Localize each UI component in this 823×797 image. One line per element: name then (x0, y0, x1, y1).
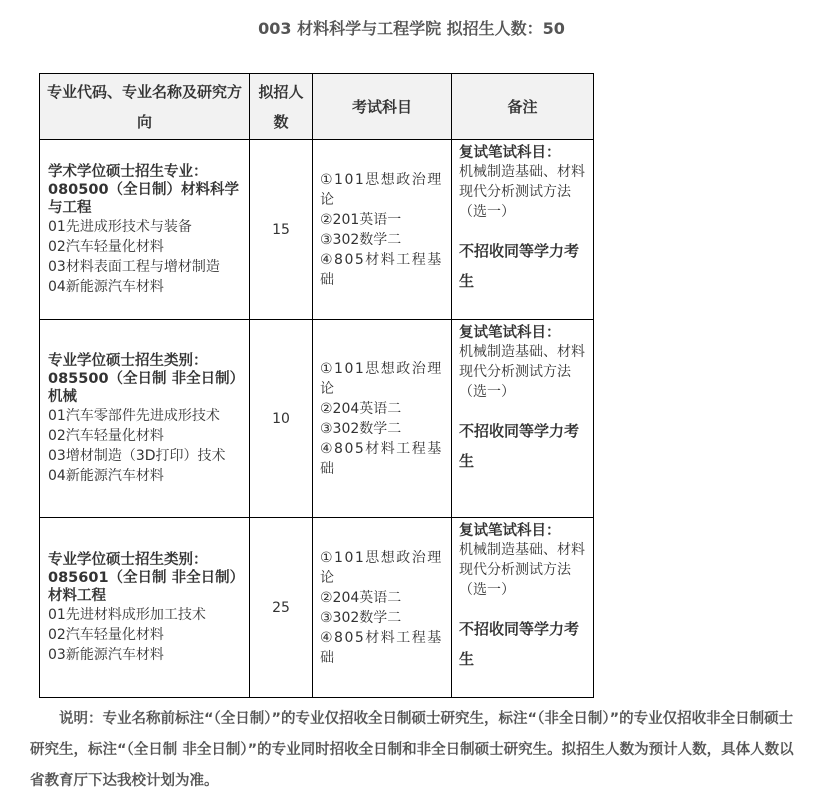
remarks-cell (452, 320, 594, 518)
subjects-cell (313, 518, 452, 698)
direction-item: 01汽车零部件先进成形技术 (48, 407, 220, 424)
direction-item: 01先进材料成形加工技术 (48, 606, 206, 623)
footnote: 说明：专业名称前标注“（全日制）”的专业仅招收全日制硕士研究生，标注“（非全日制）”的专业仅招收非全日制硕士研究生，标注“（全日制 非全日制）”的专业同时招收全日制和非全日制硕士研究生。拟招生人数为预计人数，具体人数以省教育厅下达我校计划为准。 (30, 711, 794, 789)
retest-title: 复试笔试科目： (459, 523, 561, 539)
remarks-cell (452, 140, 594, 320)
enrollment-table (39, 73, 594, 698)
table-row (40, 140, 594, 320)
direction-item: 03新能源汽车材料 (48, 646, 164, 663)
subject-item: ①101思想政治理论 (320, 360, 443, 397)
subject-item: ②201英语一 (320, 211, 402, 228)
remarks-cell (452, 518, 594, 698)
retest-title: 复试笔试科目： (459, 325, 561, 341)
table-row (40, 518, 594, 698)
major-cell (40, 140, 250, 320)
subjects-cell (313, 140, 452, 320)
major-heading: 学术学位硕士招生专业：080500（全日制）材料科学与工程 (48, 163, 240, 216)
subject-item: ③302数学二 (320, 609, 402, 626)
major-cell (40, 518, 250, 698)
table-row (40, 320, 594, 518)
header-remarks: 备注 (452, 74, 594, 140)
no-equivalent-note: 不招收同等学力考生 (459, 242, 580, 290)
subject-item: ④805材料工程基础 (320, 251, 443, 288)
major-heading: 专业学位硕士招生类别：085500（全日制 非全日制）机械 (48, 352, 237, 405)
header-subjects: 考试科目 (313, 74, 452, 140)
subject-item: ①101思想政治理论 (320, 549, 443, 586)
subjects-cell (313, 320, 452, 518)
direction-item: 02汽车轻量化材料 (48, 427, 164, 444)
count-cell: 15 (250, 140, 313, 320)
no-equivalent-note: 不招收同等学力考生 (459, 422, 580, 470)
subject-item: ③302数学二 (320, 420, 402, 437)
direction-item: 02汽车轻量化材料 (48, 626, 164, 643)
subject-item: ④805材料工程基础 (320, 629, 443, 666)
retest-subjects: 机械制造基础、材料现代分析测试方法（选一） (459, 542, 585, 598)
retest-subjects: 机械制造基础、材料现代分析测试方法（选一） (459, 344, 585, 400)
major-heading: 专业学位硕士招生类别：085601（全日制 非全日制）材料工程 (48, 551, 237, 604)
direction-item: 03增材制造（3D打印）技术 (48, 447, 226, 464)
subject-item: ①101思想政治理论 (320, 171, 443, 208)
direction-item: 01先进成形技术与装备 (48, 218, 192, 235)
count-cell: 10 (250, 320, 313, 518)
subject-item: ④805材料工程基础 (320, 440, 443, 477)
subject-item: ②204英语二 (320, 589, 402, 606)
no-equivalent-note: 不招收同等学力考生 (459, 620, 580, 668)
retest-subjects: 机械制造基础、材料现代分析测试方法（选一） (459, 164, 585, 220)
direction-item: 04新能源汽车材料 (48, 278, 164, 295)
count-cell: 25 (250, 518, 313, 698)
direction-item: 04新能源汽车材料 (48, 467, 164, 484)
direction-item: 03材料表面工程与增材制造 (48, 258, 220, 275)
subject-item: ②204英语二 (320, 400, 402, 417)
retest-title: 复试笔试科目： (459, 145, 561, 161)
header-major: 专业代码、专业名称及研究方向 (40, 74, 250, 140)
page-title: 003 材料科学与工程学院 拟招生人数：50 (258, 19, 565, 38)
major-cell (40, 320, 250, 518)
subject-item: ③302数学二 (320, 231, 402, 248)
direction-item: 02汽车轻量化材料 (48, 238, 164, 255)
table-header-row (40, 74, 594, 140)
header-count: 拟招人数 (250, 74, 313, 140)
